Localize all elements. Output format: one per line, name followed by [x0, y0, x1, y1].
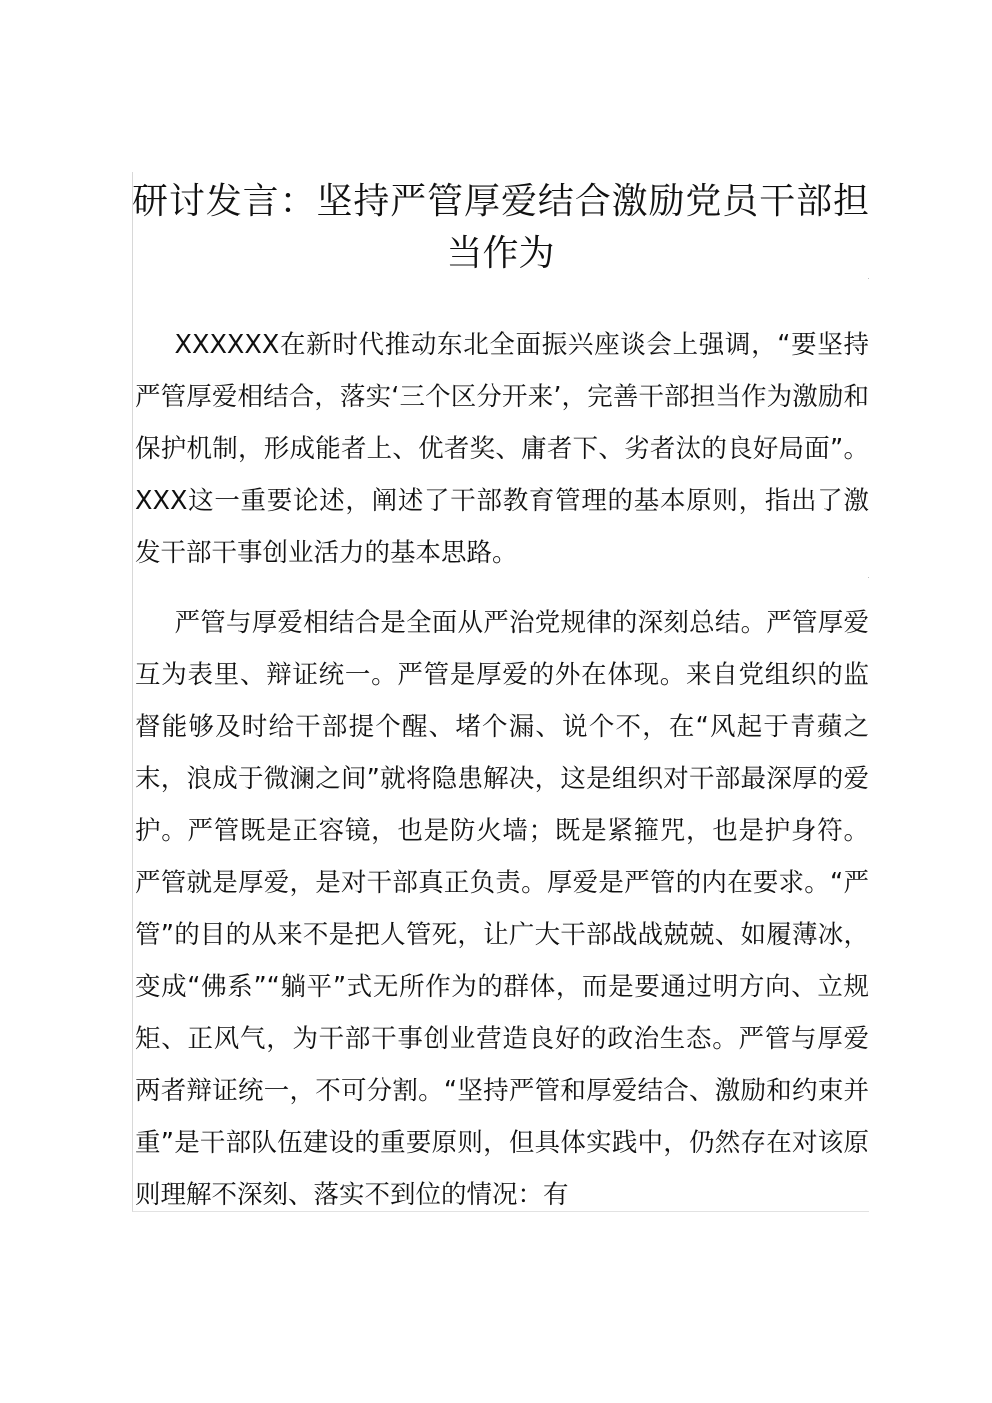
- body-paragraph-1: XXXXXX在新时代推动东北全面振兴座谈会上强调，“要坚持严管厚爱相结合，落实‘三个区分开来’，完善干部担当作为激励和保护机制，形成能者上、优者奖、庸者下、劣者汰的良好局面”。XXX这一重要论述，阐述了干部教育管理的基本原则，指出了激发干部干事创业活力的基本思路。: [135, 330, 869, 568]
- document-body: [135, 319, 869, 1221]
- body-paragraph-2: 严管与厚爱相结合是全面从严治党规律的深刻总结。严管厚爱互为表里、辩证统一。严管是厚爱的外在体现。来自党组织的监督能够及时给干部提个醒、堵个漏、说个不，在“风起于青蘋之末，浪成于微澜之间”就将隐患解决，这是组织对干部最深厚的爱护。严管既是正容镜，也是防火墙；既是紧箍咒，也是护身符。严管就是厚爱，是对干部真正负责。厚爱是严管的内在要求。“严管”的目的从来不是把人管死，让广大干部战战兢兢、如履薄冰，变成“佛系”“躺平”式无所作为的群体，而是要通过明方向、立规矩、正风气，为干部干事创业营造良好的政治生态。严管与厚爱两者辩证统一，不可分割。“坚持严管和厚爱结合、激励和约束并重”是干部队伍建设的重要原则，但具体实践中，仍然存在对该原则理解不深刻、落实不到位的情况：有: [135, 608, 869, 1210]
- document-title: 研讨发言：坚持严管厚爱结合激励党员干部担当作为: [132, 181, 869, 274]
